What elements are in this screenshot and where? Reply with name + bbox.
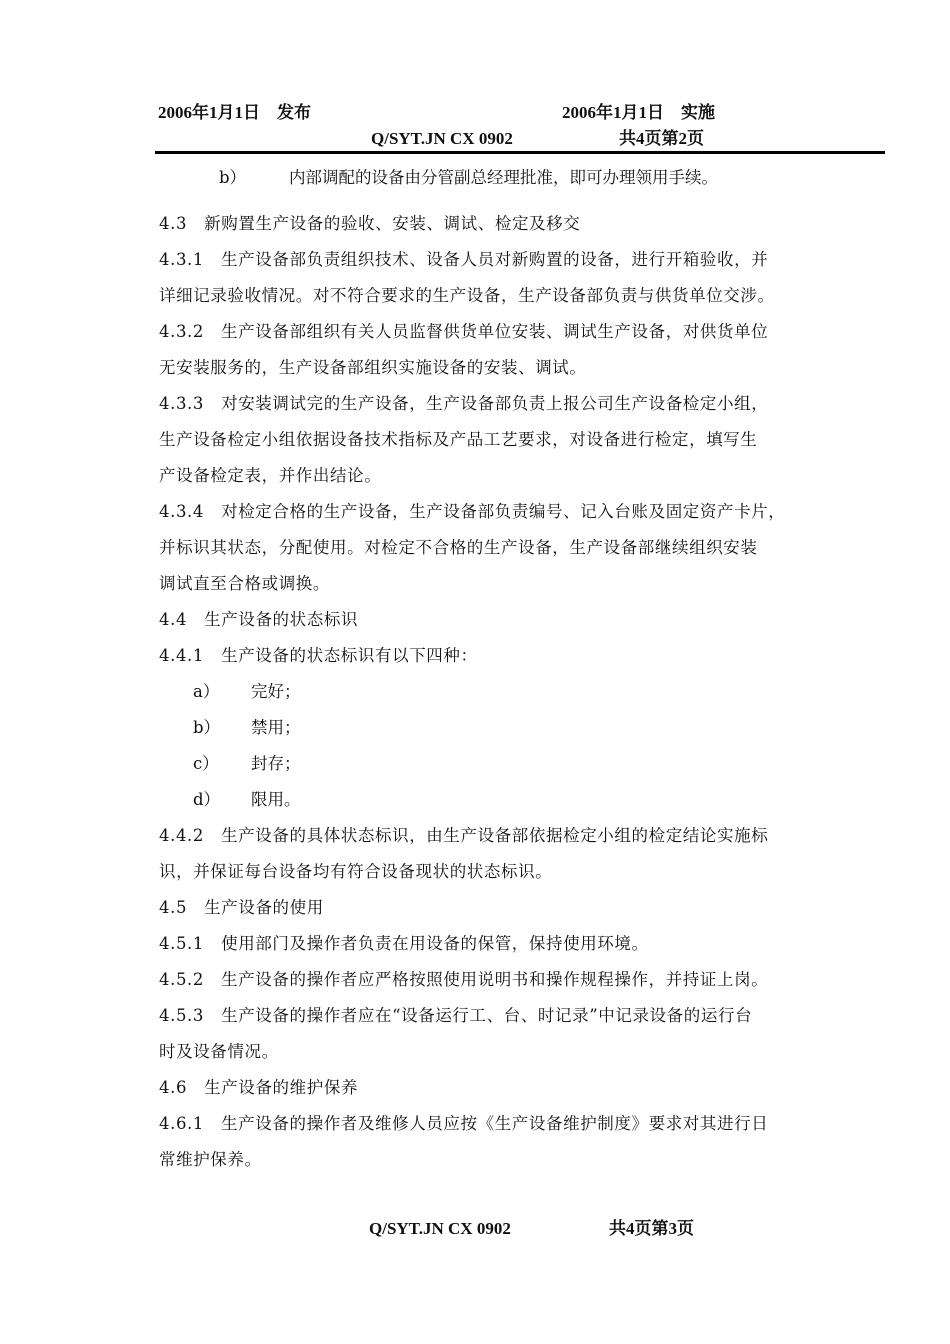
clause-text: 生产设备的操作者应严格按照使用说明书和操作规程操作，并持证上岗。	[221, 970, 769, 989]
clause-4-3-1	[159, 242, 871, 278]
header-page-info: 共4页第2页	[619, 129, 704, 148]
section-4-3	[159, 206, 871, 242]
list-item	[159, 160, 871, 196]
clause-text-line: 无安装服务的，生产设备部组织实施设备的安装、调试。	[159, 358, 587, 377]
section-title: 生产设备的使用	[204, 898, 324, 917]
clause-text: 生产设备的操作者应在“设备运行工、台、时记录”中记录设备的运行台	[221, 1006, 753, 1025]
list-text: 限用。	[251, 790, 301, 809]
clause-text: 对检定合格的生产设备，生产设备部负责编号、记入台账及固定资产卡片，	[221, 502, 786, 521]
clause-number: 4.5.1	[159, 934, 204, 953]
section-title: 新购置生产设备的验收、安装、调试、检定及移交	[204, 214, 581, 233]
section-title: 生产设备的维护保养	[204, 1078, 359, 1097]
clause-text: 生产设备的具体状态标识，由生产设备部依据检定小组的检定结论实施标	[221, 826, 769, 845]
list-text: 完好；	[251, 682, 301, 701]
clause-text: 生产设备的状态标识有以下四种：	[221, 646, 478, 665]
section-number: 4.3	[159, 214, 188, 233]
release-date: 2006年1月1日 发布	[158, 103, 311, 122]
clause-text-line: 生产设备检定小组依据设备技术指标及产品工艺要求，对设备进行检定，填写生	[159, 430, 758, 449]
clause-4-4-1	[159, 638, 871, 674]
clause-text-line: 调试直至合格或调换。	[159, 574, 330, 593]
clause-number: 4.5.3	[159, 1006, 204, 1025]
header-doc-code: Q/SYT.JN CX 0902	[371, 129, 513, 148]
clause-text: 生产设备部组织有关人员监督供货单位安装、调试生产设备，对供货单位	[221, 322, 769, 341]
list-text: 禁用；	[251, 718, 301, 737]
clause-text: 使用部门及操作者负责在用设备的保管，保持使用环境。	[221, 934, 649, 953]
clause-number: 4.5.2	[159, 970, 204, 989]
clause-text-line: 产设备检定表，并作出结论。	[159, 466, 382, 485]
list-marker: b）	[219, 168, 247, 187]
clause-4-3-2	[159, 314, 871, 350]
clause-text-line: 常维护保养。	[159, 1150, 262, 1169]
list-item	[159, 710, 871, 746]
list-marker: b）	[193, 718, 221, 737]
section-4-6	[159, 1070, 871, 1106]
clause-text-line: 识，并保证每台设备均有符合设备现状的状态标识。	[159, 862, 553, 881]
footer-page-info: 共4页第3页	[609, 1219, 694, 1238]
clause-number: 4.6.1	[159, 1114, 204, 1133]
clause-text-line: 时及设备情况。	[159, 1042, 279, 1061]
document-body	[159, 160, 871, 1178]
clause-text: 生产设备部负责组织技术、设备人员对新购置的设备，进行开箱验收，并	[221, 250, 769, 269]
clause-text-line: 详细记录验收情况。对不符合要求的生产设备，生产设备部负责与供货单位交涉。	[159, 286, 775, 305]
clause-number: 4.3.4	[159, 502, 204, 521]
list-text: 封存；	[251, 754, 301, 773]
list-marker: d）	[193, 790, 221, 809]
section-title: 生产设备的状态标识	[204, 610, 359, 629]
clause-text-line: 并标识其状态，分配使用。对检定不合格的生产设备，生产设备部继续组织安装	[159, 538, 758, 557]
list-text: 内部调配的设备由分管副总经理批准，即可办理领用手续。	[289, 168, 718, 187]
clause-number: 4.3.1	[159, 250, 204, 269]
section-number: 4.5	[159, 898, 188, 917]
clause-4-5-1	[159, 926, 871, 962]
clause-4-5-2	[159, 962, 871, 998]
effective-date: 2006年1月1日 实施	[562, 103, 715, 122]
list-marker: a）	[193, 682, 220, 701]
clause-4-4-2	[159, 818, 871, 854]
clause-text: 生产设备的操作者及维修人员应按《生产设备维护制度》要求对其进行日	[221, 1114, 769, 1133]
clause-4-3-4	[159, 494, 871, 530]
clause-4-3-3	[159, 386, 871, 422]
list-item	[159, 674, 871, 710]
clause-text: 对安装调试完的生产设备，生产设备部负责上报公司生产设备检定小组，	[221, 394, 769, 413]
clause-4-6-1	[159, 1106, 871, 1142]
clause-number: 4.3.2	[159, 322, 204, 341]
section-4-4	[159, 602, 871, 638]
footer-doc-code: Q/SYT.JN CX 0902	[369, 1219, 511, 1238]
section-4-5	[159, 890, 871, 926]
list-item	[159, 782, 871, 818]
list-marker: c）	[193, 754, 219, 773]
clause-number: 4.4.1	[159, 646, 204, 665]
section-number: 4.4	[159, 610, 188, 629]
section-number: 4.6	[159, 1078, 188, 1097]
list-item	[159, 746, 871, 782]
clause-number: 4.3.3	[159, 394, 204, 413]
header-rule	[155, 151, 885, 154]
clause-4-5-3	[159, 998, 871, 1034]
clause-number: 4.4.2	[159, 826, 204, 845]
